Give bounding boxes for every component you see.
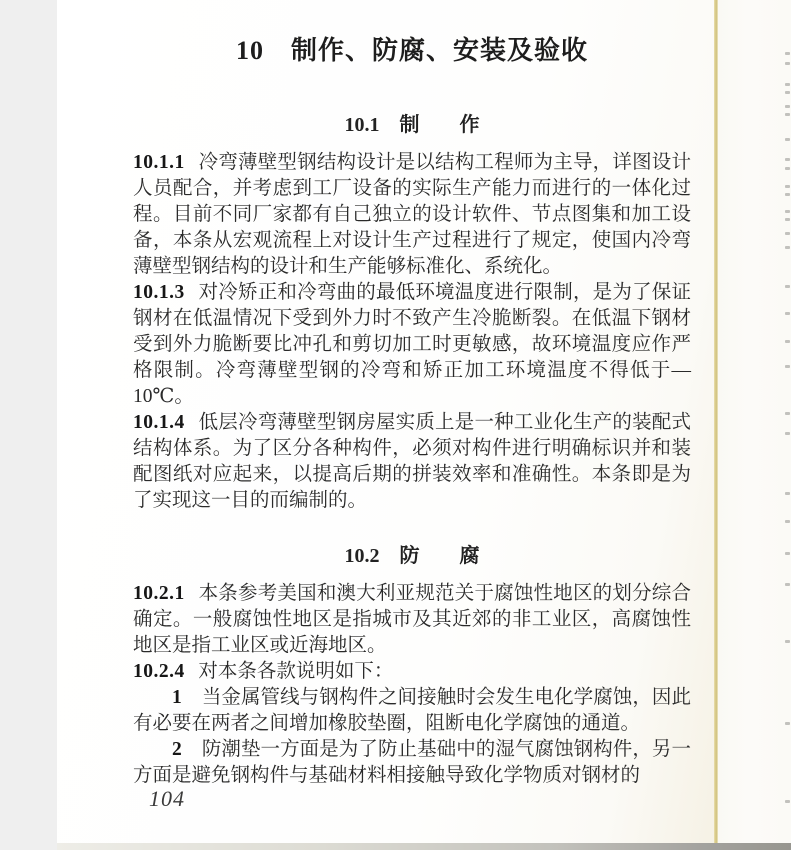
edge-text-remnant-mark (785, 800, 790, 803)
edge-text-remnant-mark (785, 246, 790, 249)
edge-text-remnant-mark (785, 193, 790, 196)
clause-text: 本条参考美国和澳大利亚规范关于腐蚀性地区的划分综合确定。一般腐蚀性地区是指城市及其近郊的非工业区，高腐蚀性地区是指工业区或近海地区。 (133, 583, 691, 656)
edge-text-remnant-mark (785, 62, 790, 65)
clause-sub-item (133, 737, 691, 789)
clause-text: 当金属管线与钢构件之间接触时会发生电化学腐蚀，因此有必要在两者之间增加橡胶垫圈，阻断电化学腐蚀的通道。 (133, 687, 691, 734)
clause-number: 2 (172, 739, 183, 760)
clause-sub-item (133, 685, 691, 737)
edge-text-remnant-mark (785, 640, 790, 643)
section-heading: 10.2 防 腐 (344, 545, 480, 567)
edge-text-remnant-mark (785, 583, 790, 586)
clause-text: 对冷矫正和冷弯曲的最低环境温度进行限制，是为了保证钢材在低温情况下受到外力时不致产生冷脆断裂。在低温下钢材受到外力脆断要比冲孔和剪切加工时更敏感，故环境温度应作严格限制。冷弯薄壁型钢的冷弯和矫正加工环境温度不得低于—10℃。 (133, 282, 691, 407)
edge-text-remnant-mark (785, 412, 790, 415)
edge-text-remnant-mark (785, 232, 790, 235)
edge-text-remnant-mark (785, 285, 790, 288)
edge-text-remnant-mark (785, 210, 790, 213)
edge-text-remnant-mark (785, 312, 790, 315)
book-page (57, 0, 715, 844)
edge-text-remnant-mark (785, 185, 790, 188)
clause-text: 对本条各款说明如下： (198, 661, 394, 682)
edge-text-remnant-mark (785, 218, 790, 221)
clause-number: 10.2.4 (133, 661, 185, 682)
commentary-paragraph (133, 150, 691, 280)
edge-text-remnant-mark (785, 492, 790, 495)
edge-text-remnant-mark (785, 722, 790, 725)
book-page-edge-line (714, 0, 718, 850)
edge-text-remnant-mark (785, 138, 790, 141)
clause-text: 低层冷弯薄壁型钢房屋实质上是一种工业化生产的装配式结构体系。为了区分各种构件，必须对构件进行明确标识并和装配图纸对应起来，以提高后期的拼装效率和准确性。本条即是为了实现这一目的而编制的。 (133, 412, 691, 511)
page-text-block (133, 0, 691, 789)
edge-text-remnant-mark (785, 105, 790, 108)
commentary-paragraph (133, 581, 691, 659)
edge-text-remnant-mark (785, 365, 790, 368)
clause-text: 冷弯薄壁型钢结构设计是以结构工程师为主导，详图设计人员配合，并考虑到工厂设备的实际生产能力而进行的一体化过程。目前不同厂家都有自己独立的设计软件、节点图集和加工设备，本条从宏观流程上对设计生产过程进行了规定，使国内冷弯薄壁型钢结构的设计和生产能够标准化、系统化。 (133, 152, 691, 277)
clause-number: 10.1.3 (133, 282, 185, 303)
edge-text-remnant-mark (785, 91, 790, 94)
edge-text-remnant-mark (785, 167, 790, 170)
section-heading: 10.1 制 作 (344, 114, 480, 136)
edge-text-remnant-mark (785, 158, 790, 161)
clause-number: 1 (172, 687, 183, 708)
edge-text-remnant-mark (785, 520, 790, 523)
edge-text-remnant-mark (785, 83, 790, 86)
clause-number: 10.2.1 (133, 583, 185, 604)
edge-text-remnant-mark (785, 432, 790, 435)
page-number: 104 (149, 786, 185, 811)
commentary-paragraph (133, 659, 691, 685)
commentary-paragraph (133, 280, 691, 410)
page-content (133, 108, 691, 789)
edge-text-remnant-mark (785, 340, 790, 343)
commentary-paragraph (133, 410, 691, 514)
edge-text-remnant-mark (785, 552, 790, 555)
viewer-left-margin (0, 0, 58, 850)
clause-text: 防潮垫一方面是为了防止基础中的湿气腐蚀钢构件，另一方面是避免钢构件与基础材料相接触导致化学物质对钢材的 (133, 739, 691, 786)
edge-text-remnant-mark (785, 113, 790, 116)
page-bottom-shadow (57, 843, 791, 850)
adjacent-page-sliver (718, 0, 791, 844)
clause-number: 10.1.1 (133, 152, 185, 173)
clause-number: 10.1.4 (133, 412, 185, 433)
edge-text-remnant-mark (785, 52, 790, 55)
chapter-title: 10 制作、防腐、安装及验收 (235, 36, 588, 65)
